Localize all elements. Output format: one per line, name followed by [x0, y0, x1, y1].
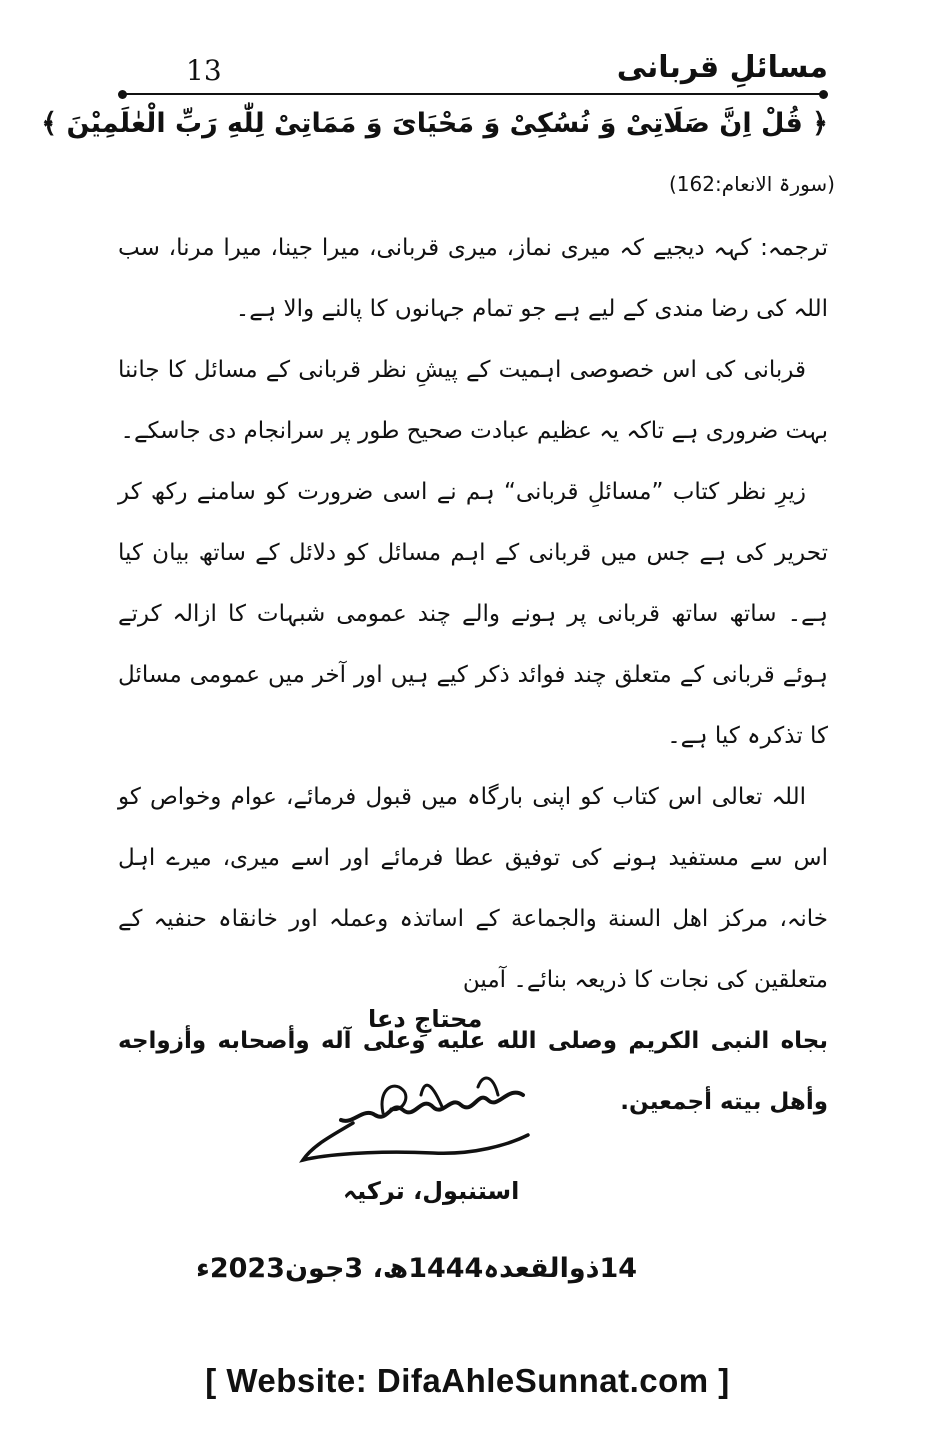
page-number: 13 [186, 54, 222, 87]
book-intro-paragraph: زیرِ نظر کتاب ”مسائلِ قربانی“ ہم نے اسی ضرورت کو سامنے رکھ کر تحریر کی ہے جس میں قربانی کے اہم مسائل کو دلائل کے ساتھ بیان کیا ہے۔ ساتھ ساتھ قربانی پر ہونے والے چند عمومی شبہات کا ازالہ کرتے ہوئے قربانی کے متعلق چند فوائد ذکر کیے ہیں اور آخر میں عمومی مسائل کا تذکرہ کیا ہے۔ [118, 479, 828, 749]
date: 14ذوالقعدہ1444ھ، 3جون2023ء [196, 1253, 638, 1284]
page-header [118, 48, 828, 92]
place: استنبول، ترکیہ [343, 1177, 520, 1205]
handwritten-signature [293, 1065, 543, 1175]
website-footer: [ Website: DifaAhleSunnat.com ] [205, 1362, 730, 1399]
rule-line [124, 93, 822, 95]
importance-paragraph: قربانی کی اس خصوصی اہمیت کے پیشِ نظر قربانی کے مسائل کا جاننا بہت ضروری ہے تاکہ یہ عظیم عبادت صحیح طور پر سرانجام دی جاسکے۔ [118, 357, 828, 444]
header-rule [118, 90, 828, 98]
signature-block [118, 1005, 828, 1305]
verse-reference: (سورۃ الانعام:162) [668, 172, 835, 196]
quran-verse: ﴿ قُلْ اِنَّ صَلَاتِیْ وَ نُسُکِیْ وَ مَحْیَایَ وَ مَمَاتِیْ لِلّٰهِ رَبِّ الْعٰلَمِیْنَ ﴾ [41, 108, 828, 139]
prayer-paragraph: اللہ تعالی اس کتاب کو اپنی بارگاہ میں قبول فرمائے، عوام وخواص کو اس سے مستفید ہونے کی توفیق عطا فرمائے اور اسے میری، میرے اہل خانہ، مرکز اهل السنة والجماعة کے اساتذہ وعملہ اور خانقاہ حنفیہ کے متعلقین کی نجات کا ذریعہ بنائے۔ آمین [118, 784, 828, 993]
translation-paragraph: ترجمہ: کہہ دیجیے کہ میری نماز، میری قربانی، میرا جینا، میرا مرنا، سب اللہ کی رضا مندی کے لیے ہے جو تمام جہانوں کا پالنے والا ہے۔ [118, 235, 828, 322]
book-title: مسائلِ قربانی [616, 50, 828, 85]
needy-of-prayer-label: محتاجِ دعا [368, 1005, 483, 1033]
rule-dot-right [819, 90, 828, 99]
main-content [118, 218, 828, 1133]
closing-arabic: بجاه النبی الکریم وصلى الله علیه وعلى آله وأصحابه وأزواجه وأهل بیته أجمعین. [118, 1028, 828, 1115]
